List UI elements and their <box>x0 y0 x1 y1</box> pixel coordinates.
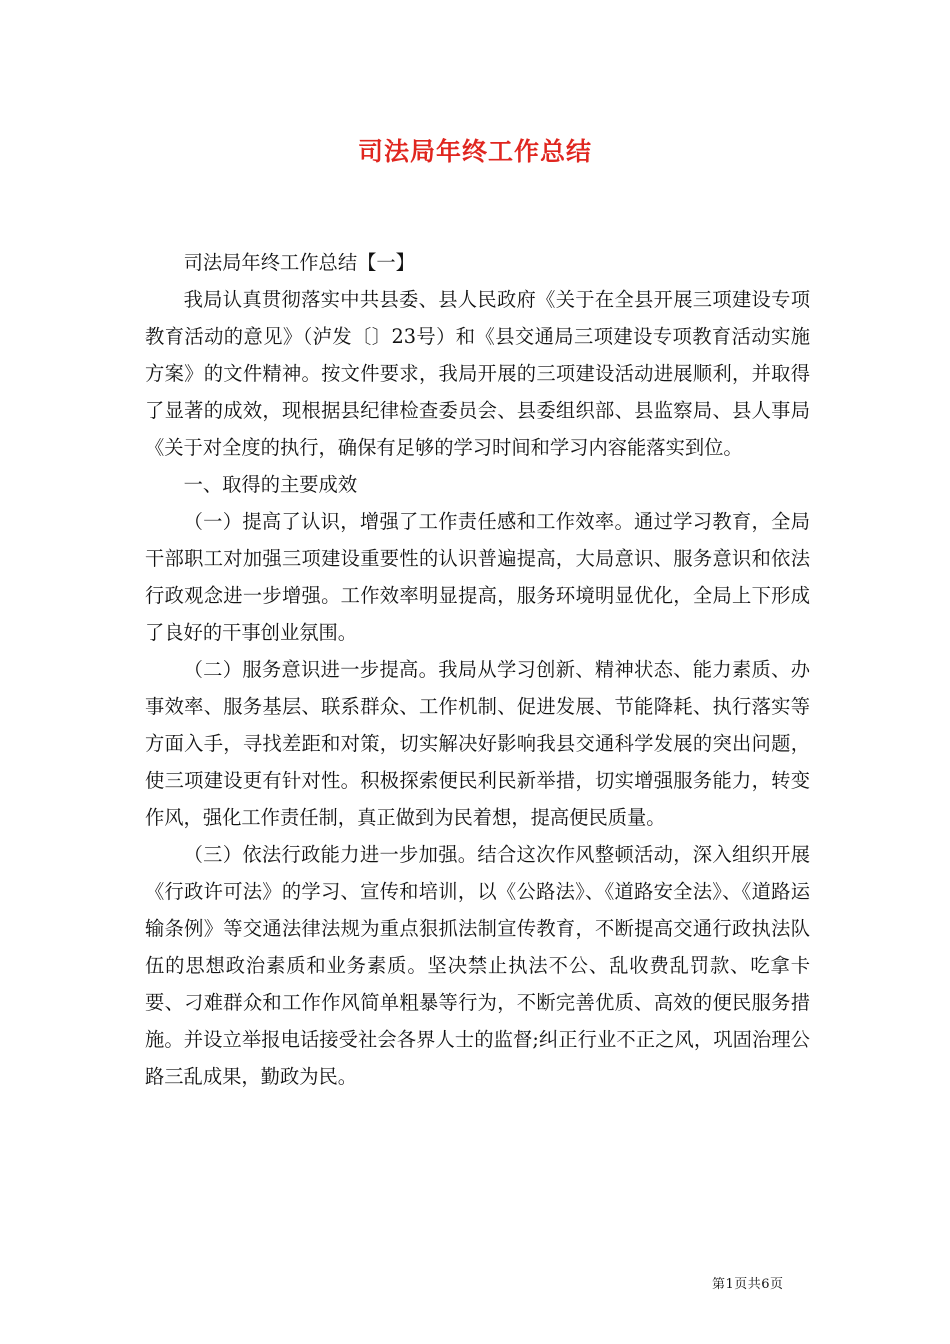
subsection-heading: 一、取得的主要成效 <box>183 473 358 496</box>
paragraph: （一）提高了认识，增强了工作责任感和工作效率。通过学习教育，全局干部职工对加强三项建设重要性的认识普遍提高，大局意识、服务意识和依法行政观念进一步增强。工作效率明显提高，服务环境明显优化，全局上下形成了良好的干事创业氛围。 <box>145 510 810 644</box>
section-heading: 司法局年终工作总结【一】 <box>183 251 415 274</box>
paragraph: 我局认真贯彻落实中共县委、县人民政府《关于在全县开展三项建设专项教育活动的意见》（泸发〔〕23号）和《县交通局三项建设专项教育活动实施方案》的文件精神。按文件要求，我局开展的三项建设活动进展顺利，并取得了显著的成效，现根据县纪律检查委员会、县委组织部、县监察局、县人事局《关于对全度的执行，确保有足够的学习时间和学习内容能落实到位。 <box>145 288 810 459</box>
page-number: 第1页共6页 <box>712 1277 784 1292</box>
page-title: 司法局年终工作总结 <box>357 137 592 166</box>
paragraph: （三）依法行政能力进一步加强。结合这次作风整顿活动，深入组织开展《行政许可法》的学习、宣传和培训，以《公路法》、《道路安全法》、《道路运输条例》等交通法律法规为重点狠抓法制宣传教育，不断提高交通行政执法队伍的思想政治素质和业务素质。坚决禁止执法不公、乱收费乱罚款、吃拿卡要、刁难群众和工作作风简单粗暴等行为，不断完善优质、高效的便民服务措施。并设立举报电话接受社会各界人士的监督;纠正行业不正之风，巩固治理公路三乱成果，勤政为民。 <box>145 843 810 1088</box>
document-body <box>145 244 810 1095</box>
paragraph: （二）服务意识进一步提高。我局从学习创新、精神状态、能力素质、办事效率、服务基层、联系群众、工作机制、促进发展、节能降耗、执行落实等方面入手，寻找差距和对策，切实解决好影响我县交通科学发展的突出问题，使三项建设更有针对性。积极探索便民利民新举措，切实增强服务能力，转变作风，强化工作责任制，真正做到为民着想，提高便民质量。 <box>145 658 810 829</box>
